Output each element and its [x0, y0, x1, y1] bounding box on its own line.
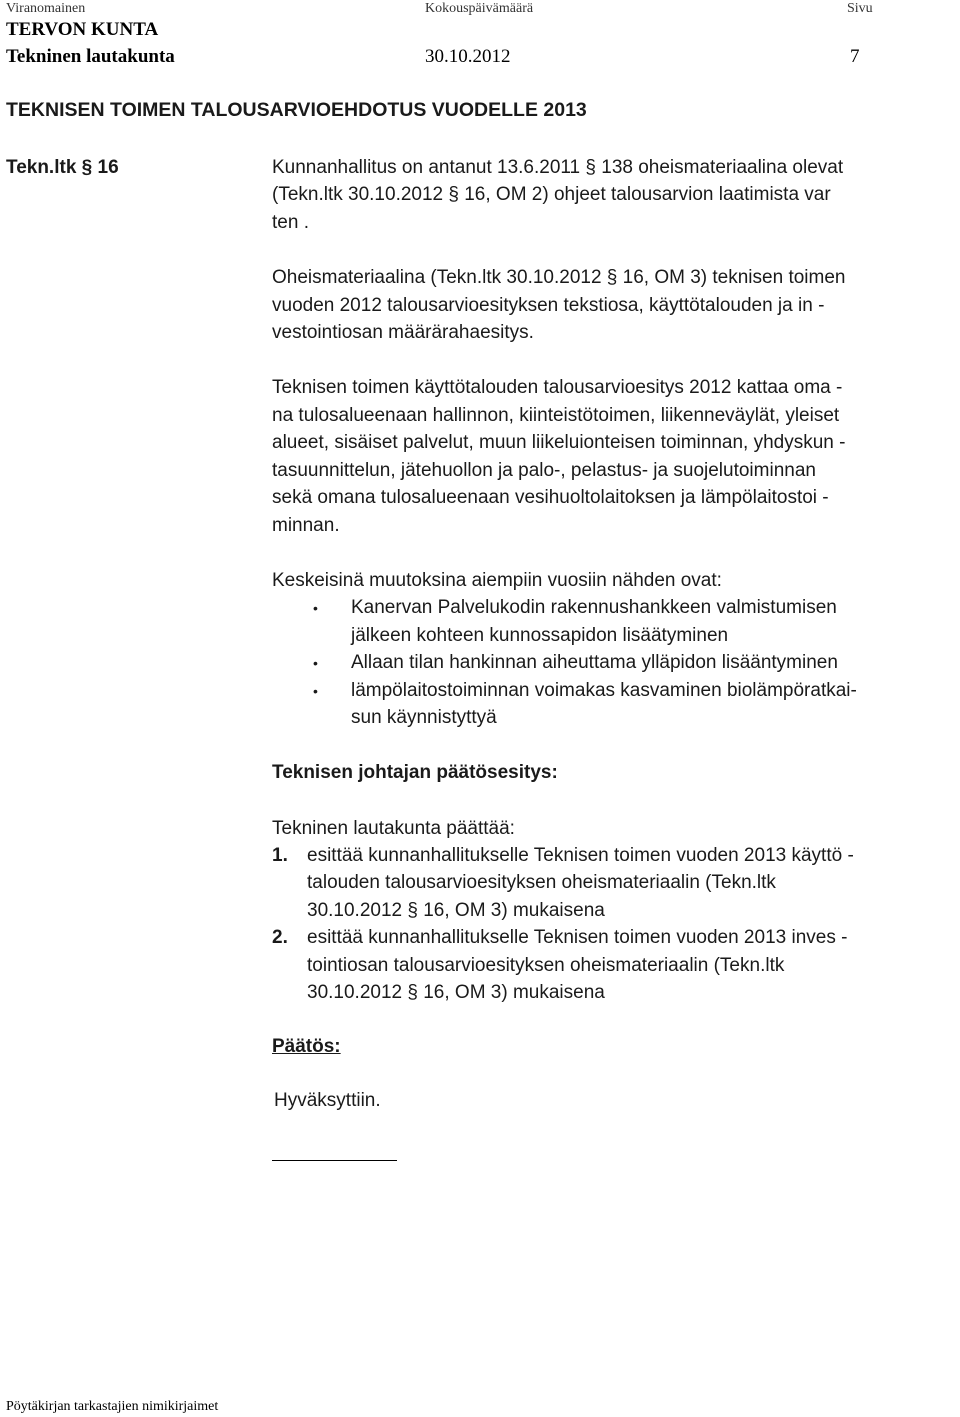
proposal-line: talouden talousarvioesityksen oheismateriaalin (Tekn.ltk [307, 872, 776, 893]
paragraph-line: Kunnanhallitus on antanut 13.6.2011 § 138 oheismateriaalina olevat [272, 157, 844, 178]
paragraph-line: tasuunnittelun, jätehuollon ja palo-, pelastus- ja suojelutoiminnan [272, 460, 816, 481]
list-item-line: jälkeen kohteen kunnossapidon lisäätyminen [351, 625, 729, 646]
authority-name: Tekninen lautakunta [6, 46, 175, 67]
list-item-line: sun käynnistyttyä [351, 707, 497, 728]
paragraph-line: sekä omana tulosalueenaan vesihuoltolaitoksen ja lämpölaitostoi - [272, 487, 829, 508]
paragraph-line: vuoden 2012 talousarvioesityksen tekstiosa, käyttötalouden ja in - [272, 295, 825, 316]
bullet-dot-icon: • [313, 683, 318, 699]
organization-name: TERVON KUNTA [6, 19, 159, 40]
list-item-line: lämpölaitostoiminnan voimakas kasvaminen biolämpöratkai- [351, 680, 857, 701]
proposal-line: 30.10.2012 § 16, OM 3) mukaisena [307, 900, 605, 921]
paragraph-line: (Tekn.ltk 30.10.2012 § 16, OM 2) ohjeet talousarvion laatimista var [272, 184, 831, 205]
paragraph-line: Teknisen toimen käyttötalouden talousarvioesitys 2012 kattaa oma - [272, 377, 843, 398]
decision-heading: Päätös: [272, 1036, 341, 1057]
footer-signatures-label: Pöytäkirjan tarkastajien nimikirjaimet [6, 1399, 219, 1414]
section-reference: Tekn.ltk § 16 [6, 157, 119, 178]
header-date-label: Kokouspäivämäärä [425, 1, 534, 16]
document-title: TEKNISEN TOIMEN TALOUSARVIOEHDOTUS VUODELLE 2013 [6, 99, 587, 121]
paragraph-line: Oheismateriaalina (Tekn.ltk 30.10.2012 § 16, OM 3) teknisen toimen [272, 267, 846, 288]
paragraph-line: na tulosalueenaan hallinnon, kiinteistötoimen, liikenneväylät, yleiset [272, 405, 840, 426]
bullet-dot-icon: • [313, 655, 318, 671]
proposal-line: tointiosan talousarvioesityksen oheismateriaalin (Tekn.ltk [307, 955, 785, 976]
header-page-label: Sivu [847, 1, 873, 16]
proposal-line: esittää kunnanhallitukselle Teknisen toimen vuoden 2013 inves - [307, 927, 848, 948]
header-authority-label: Viranomainen [6, 1, 86, 16]
proposal-line: esittää kunnanhallitukselle Teknisen toimen vuoden 2013 käyttö - [307, 845, 854, 866]
page-number: 7 [850, 46, 860, 67]
bullet-dot-icon: • [313, 600, 318, 616]
paragraph-line: alueet, sisäiset palvelut, muun liikeluionteisen toiminnan, yhdyskun - [272, 432, 846, 453]
paragraph-line: minnan. [272, 515, 340, 536]
proposal-number: 2. [272, 927, 288, 948]
proposal-line: 30.10.2012 § 16, OM 3) mukaisena [307, 982, 605, 1003]
list-item-line: Allaan tilan hankinnan aiheuttama ylläpidon lisääntyminen [351, 652, 838, 673]
proposal-heading: Teknisen johtajan päätösesitys: [272, 762, 558, 783]
paragraph-line: ten . [272, 212, 309, 233]
proposal-number: 1. [272, 845, 288, 866]
changes-intro: Keskeisinä muutoksina aiempiin vuosiin nähden ovat: [272, 570, 722, 591]
meeting-date: 30.10.2012 [425, 46, 511, 67]
decision-text: Hyväksyttiin. [274, 1090, 381, 1111]
signature-line [272, 1160, 397, 1161]
proposal-intro: Tekninen lautakunta päättää: [272, 818, 515, 839]
paragraph-line: vestointiosan määrärahaesitys. [272, 322, 534, 343]
list-item-line: Kanervan Palvelukodin rakennushankkeen valmistumisen [351, 597, 837, 618]
